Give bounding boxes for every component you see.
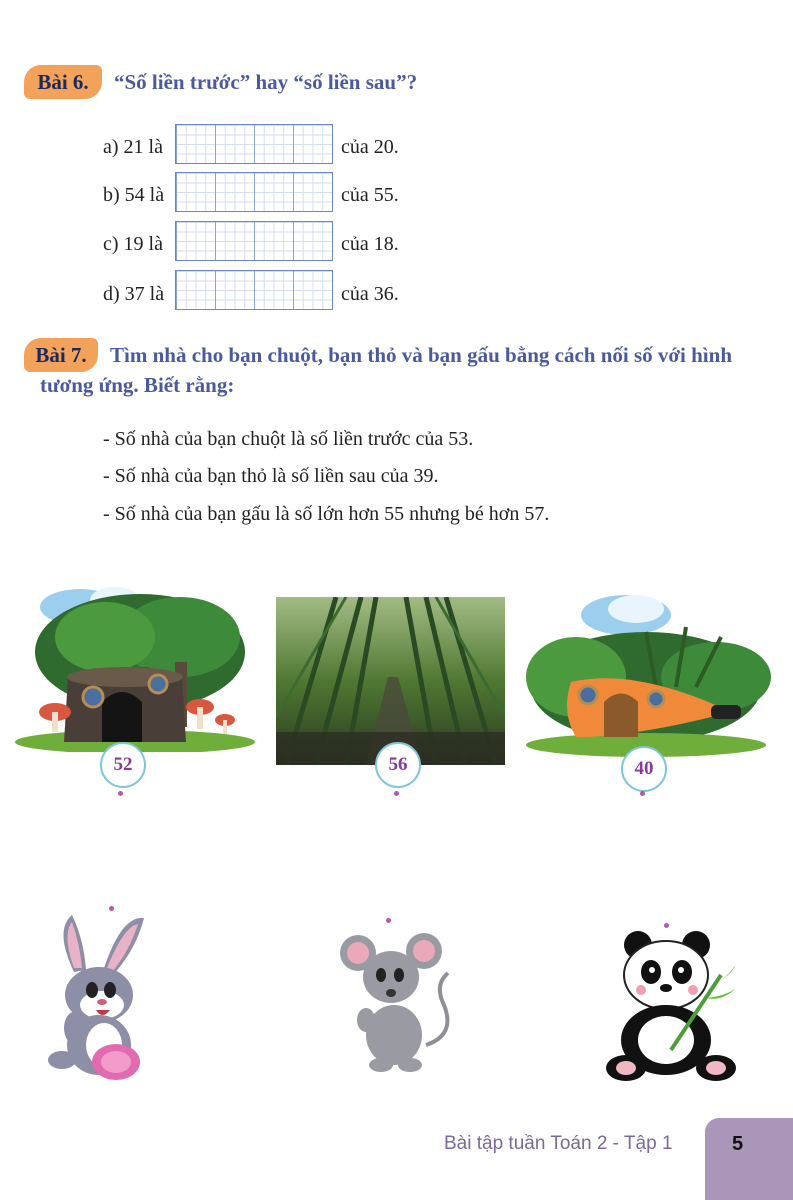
house-number-52[interactable]: 52	[100, 742, 146, 788]
connect-dot[interactable]	[386, 918, 391, 923]
clue-mouse: - Số nhà của bạn chuột là số liền trước của 53.	[103, 428, 474, 450]
page-number: 5	[732, 1133, 744, 1155]
item-suffix: của 55.	[341, 184, 399, 206]
connect-dot[interactable]	[118, 791, 123, 796]
carrot-house-icon	[516, 587, 778, 762]
panda-icon	[596, 930, 746, 1085]
exercise-6-badge: Bài 6.	[24, 65, 102, 99]
connect-dot[interactable]	[664, 923, 669, 928]
exercise-7-title-line2: tương ứng. Biết rằng:	[40, 373, 235, 397]
answer-box[interactable]	[175, 172, 333, 212]
house-number-40[interactable]: 40	[621, 746, 667, 792]
exercise-7-title-line1: Tìm nhà cho bạn chuột, bạn thỏ và bạn gấu bằng cách nối số với hình	[110, 343, 732, 367]
answer-box[interactable]	[175, 221, 333, 261]
rabbit-icon	[44, 910, 159, 1085]
item-suffix: của 36.	[341, 283, 399, 305]
page-number-tab	[705, 1118, 793, 1200]
answer-box[interactable]	[175, 124, 333, 164]
item-suffix: của 20.	[341, 136, 399, 158]
exercise-7-badge: Bài 7.	[24, 338, 98, 372]
item-prefix: d) 37 là	[103, 283, 165, 305]
item-prefix: a) 21 là	[103, 136, 163, 158]
exercise-6-title: “Số liền trước” hay “số liền sau”?	[114, 70, 418, 94]
bamboo-forest-icon	[276, 597, 505, 765]
clue-bear: - Số nhà của bạn gấu là số lớn hơn 55 nhưng bé hơn 57.	[103, 503, 550, 525]
clue-rabbit: - Số nhà của bạn thỏ là số liền sau của 39.	[103, 465, 439, 487]
book-title: Bài tập tuần Toán 2 - Tập 1	[444, 1133, 673, 1154]
mouse-icon	[336, 925, 458, 1075]
connect-dot[interactable]	[640, 791, 645, 796]
item-prefix: b) 54 là	[103, 184, 165, 206]
house-number-56[interactable]: 56	[375, 742, 421, 788]
tree-stump-house-icon	[10, 582, 260, 752]
answer-box[interactable]	[175, 270, 333, 310]
item-prefix: c) 19 là	[103, 233, 163, 255]
connect-dot[interactable]	[394, 791, 399, 796]
item-suffix: của 18.	[341, 233, 399, 255]
